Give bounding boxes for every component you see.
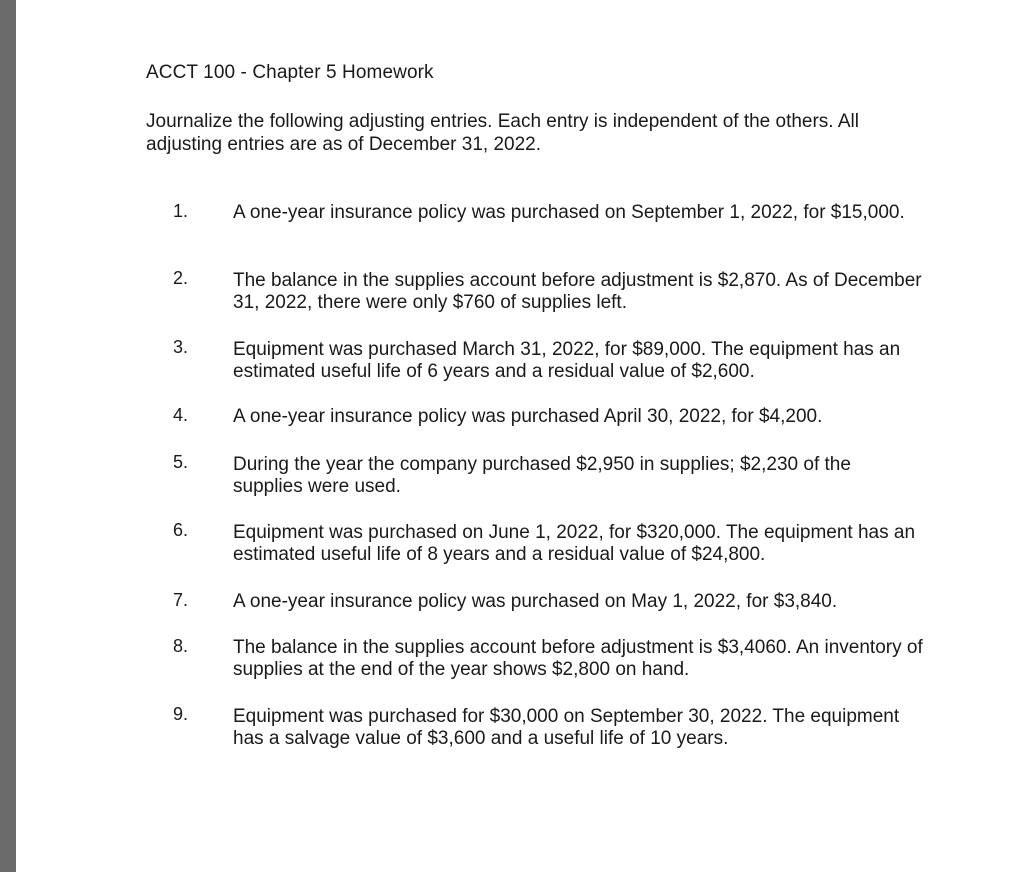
item-number: 9.	[173, 704, 189, 724]
item-text: A one-year insurance policy was purchased April 30, 2022, for $4,200.	[233, 406, 823, 427]
item-text: Equipment was purchased March 31, 2022, for $89,000. The equipment has an estimated useful life of 6 years and a residual value of $2,600.	[233, 339, 901, 382]
document-page	[16, 0, 1036, 872]
item-number: 7.	[173, 590, 189, 610]
item-text: During the year the company purchased $2,950 in supplies; $2,230 of the supplies were used.	[233, 454, 851, 497]
document-title: ACCT 100 - Chapter 5 Homework	[146, 62, 434, 83]
item-number: 6.	[173, 520, 189, 540]
item-number: 3.	[173, 337, 189, 357]
item-number: 8.	[173, 636, 189, 656]
item-text: Equipment was purchased for $30,000 on September 30, 2022. The equipment has a salvage value of $3,600 and a useful life of 10 years.	[233, 706, 900, 749]
item-text: Equipment was purchased on June 1, 2022, for $320,000. The equipment has an estimated useful life of 8 years and a residual value of $24,800.	[233, 522, 916, 565]
item-number: 1.	[173, 201, 189, 221]
item-number: 4.	[173, 405, 189, 425]
item-text: A one-year insurance policy was purchased on May 1, 2022, for $3,840.	[233, 591, 838, 612]
item-text: The balance in the supplies account before adjustment is $2,870. As of December 31, 2022, there were only $760 of supplies left.	[233, 270, 922, 313]
viewer-left-edge	[0, 0, 16, 872]
item-text: A one-year insurance policy was purchased on September 1, 2022, for $15,000.	[233, 202, 905, 223]
instructions-paragraph: Journalize the following adjusting entries. Each entry is independent of the others. All adjusting entries are as of December 31, 2022.	[146, 111, 859, 155]
item-text: The balance in the supplies account before adjustment is $3,4060. An inventory of supplies at the end of the year shows $2,800 on hand.	[233, 637, 923, 680]
item-number: 2.	[173, 268, 189, 288]
item-number: 5.	[173, 452, 189, 472]
